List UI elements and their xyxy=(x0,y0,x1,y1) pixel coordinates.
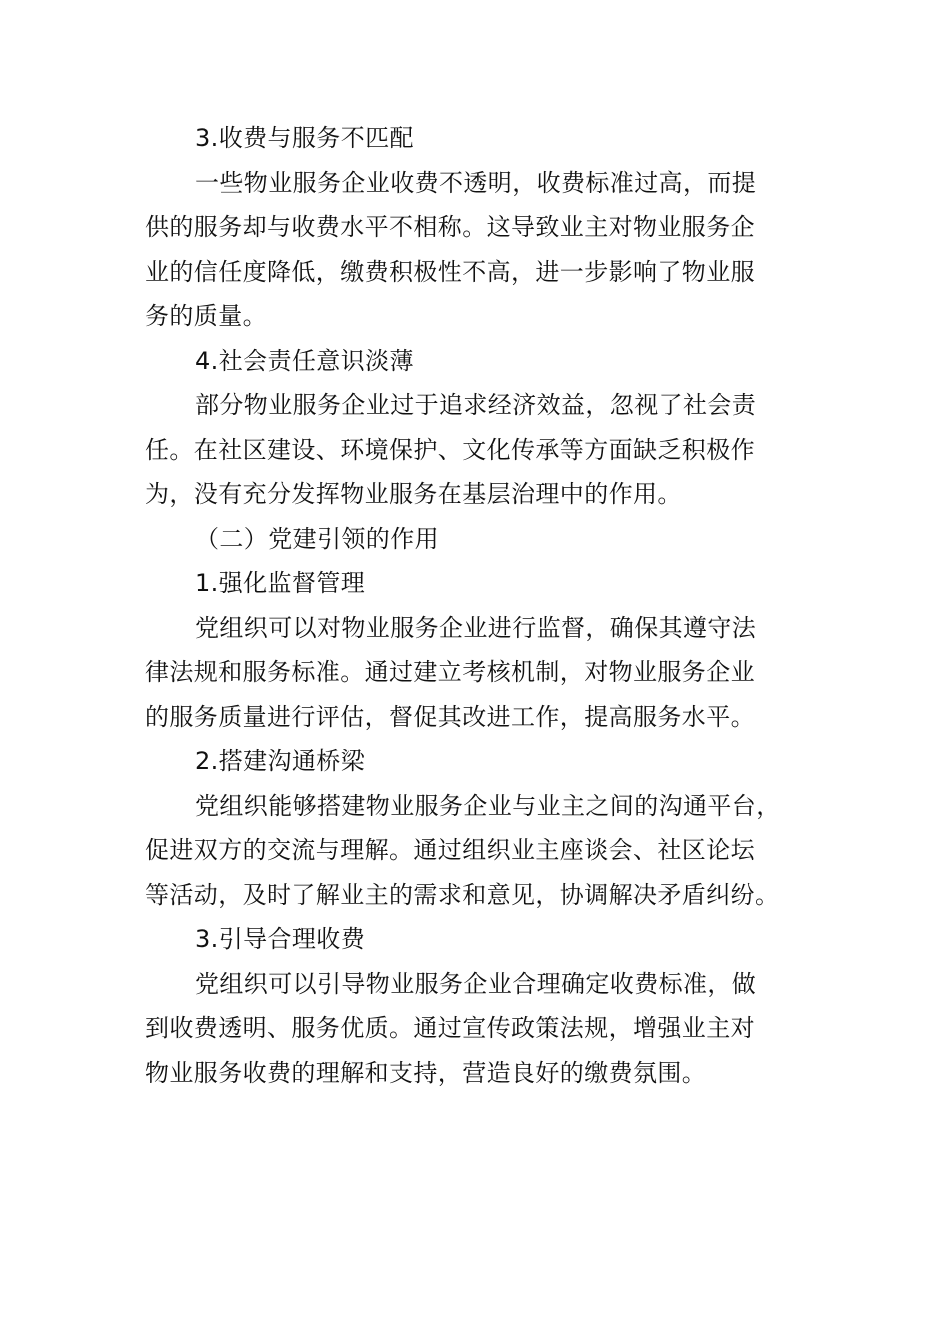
paragraph-line: 党组织能够搭建物业服务企业与业主之间的沟通平台， xyxy=(195,791,781,820)
document-body xyxy=(145,116,810,1095)
section-heading-supervision: 1.强化监督管理 xyxy=(195,569,366,597)
paragraph-line: 党组织可以对物业服务企业进行监督，确保其遵守法 xyxy=(195,613,757,642)
paragraph-line: 物业服务收费的理解和支持，营造良好的缴费氛围。 xyxy=(145,1058,707,1087)
paragraph-line: 一些物业服务企业收费不透明，收费标准过高，而提 xyxy=(195,168,757,197)
paragraph-line: 的服务质量进行评估，督促其改进工作，提高服务水平。 xyxy=(145,702,755,731)
paragraph-line: 等活动，及时了解业主的需求和意见，协调解决矛盾纠纷。 xyxy=(145,880,780,909)
paragraph-line: 党组织可以引导物业服务企业合理确定收费标准，做 xyxy=(195,969,757,998)
section-heading-party-leadership: （二）党建引领的作用 xyxy=(195,524,439,553)
paragraph-line: 务的质量。 xyxy=(145,302,267,330)
paragraph-line: 任。在社区建设、环境保护、文化传承等方面缺乏积极作 xyxy=(145,435,755,464)
section-heading-fee-mismatch: 3.收费与服务不匹配 xyxy=(195,124,414,152)
paragraph-line: 为，没有充分发挥物业服务在基层治理中的作用。 xyxy=(145,480,682,508)
paragraph-line: 业的信任度降低，缴费积极性不高，进一步影响了物业服 xyxy=(145,257,755,286)
section-heading-reasonable-fees: 3.引导合理收费 xyxy=(195,925,366,953)
section-heading-social-responsibility: 4.社会责任意识淡薄 xyxy=(195,346,414,375)
paragraph-line: 部分物业服务企业过于追求经济效益，忽视了社会责 xyxy=(195,391,757,419)
section-heading-communication: 2.搭建沟通桥梁 xyxy=(195,747,366,775)
paragraph-line: 律法规和服务标准。通过建立考核机制，对物业服务企业 xyxy=(145,658,755,686)
paragraph-line: 到收费透明、服务优质。通过宣传政策法规，增强业主对 xyxy=(145,1014,755,1042)
paragraph-line: 促进双方的交流与理解。通过组织业主座谈会、社区论坛 xyxy=(145,836,755,864)
paragraph-line: 供的服务却与收费水平不相称。这导致业主对物业服务企 xyxy=(145,213,755,241)
